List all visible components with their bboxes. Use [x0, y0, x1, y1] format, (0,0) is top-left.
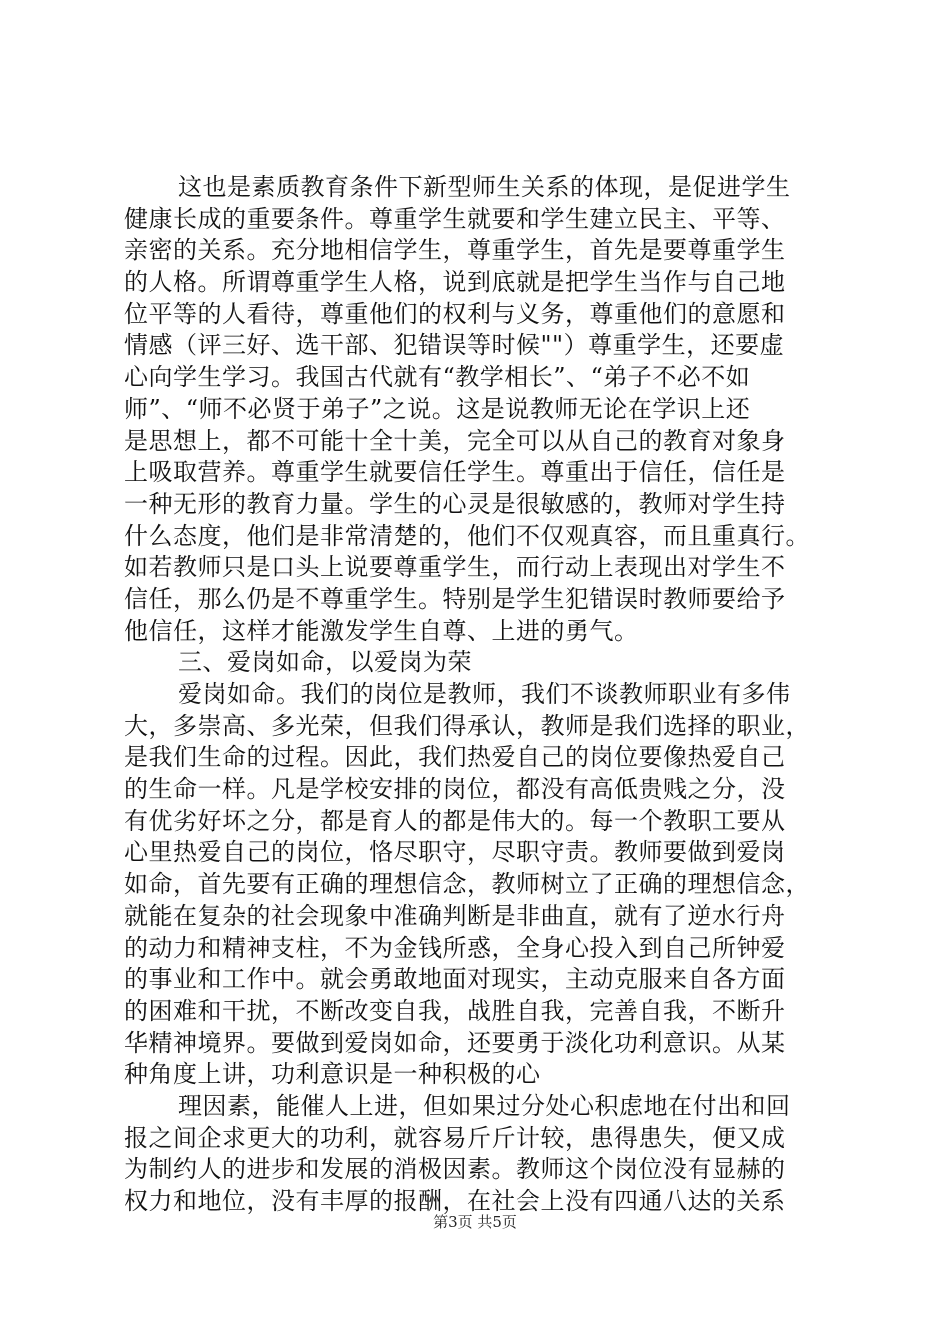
- section-heading: 三、爱岗如命，以爱岗为荣: [178, 648, 472, 677]
- page-number-footer: 第3页 共5页: [433, 1213, 517, 1231]
- paragraph-line: 是思想上，都不可能十全十美，完全可以从自己的教育对象身: [124, 426, 786, 455]
- paragraph-line: 如若教师只是口头上说要尊重学生，而行动上表现出对学生不: [124, 553, 786, 582]
- paragraph-line: 这也是素质教育条件下新型师生关系的体现，是促进学生: [178, 173, 791, 201]
- paragraph-line: 位平等的人看待，尊重他们的权利与义务，尊重他们的意愿和: [124, 299, 786, 328]
- paragraph-line: 的生命一样。凡是学校安排的岗位，都没有高低贵贱之分，没: [124, 775, 786, 804]
- paragraph-line: 情感（评三好、选干部、犯错误等时候""）尊重学生，还要虚: [124, 331, 785, 360]
- paragraph-line: 的困难和干扰，不断改变自我，战胜自我，完善自我，不断升: [124, 996, 786, 1025]
- paragraph-line: 华精神境界。要做到爱岗如命，还要勇于淡化功利意识。从某: [124, 1028, 786, 1057]
- paragraph-line: 是我们生命的过程。因此，我们热爱自己的岗位要像热爱自己: [124, 743, 786, 772]
- paragraph-line: 上吸取营养。尊重学生就要信任学生。尊重出于信任，信任是: [124, 458, 786, 487]
- paragraph-line: 权力和地位，没有丰厚的报酬，在社会上没有四通八达的关系: [124, 1187, 786, 1215]
- paragraph-line: 爱岗如命。我们的岗位是教师，我们不谈教师职业有多伟: [178, 680, 791, 708]
- paragraph-line: 信任，那么仍是不尊重学生。特别是学生犯错误时教师要给予: [124, 584, 786, 613]
- paragraph-line: 大，多崇高、多光荣，但我们得承认，教师是我们选择的职业，: [124, 711, 810, 740]
- paragraph-line: 就能在复杂的社会现象中准确判断是非曲直，就有了逆水行舟: [124, 901, 786, 930]
- paragraph-line: 报之间企求更大的功利，就容易斤斤计较，患得患失，便又成: [124, 1123, 786, 1152]
- paragraph-line: 种角度上讲，功利意识是一种积极的心: [124, 1060, 541, 1089]
- paragraph-line: 一种无形的教育力量。学生的心灵是很敏感的，教师对学生持: [124, 489, 786, 518]
- paragraph-line: 什么态度，他们是非常清楚的，他们不仅观真容，而且重真行。: [124, 521, 810, 550]
- paragraph-line: 心里热爱自己的岗位，恪尽职守，尽职守责。教师要做到爱岗: [124, 838, 786, 867]
- paragraph-line: 有优劣好坏之分，都是育人的都是伟大的。每一个教职工要从: [124, 806, 786, 835]
- paragraph-line: 的事业和工作中。就会勇敢地面对现实，主动克服来自各方面: [124, 965, 786, 994]
- paragraph-line: 他信任，这样才能激发学生自尊、上进的勇气。: [124, 616, 639, 645]
- paragraph-line: 亲密的关系。充分地相信学生，尊重学生，首先是要尊重学生: [124, 236, 786, 265]
- paragraph-line: 健康长成的重要条件。尊重学生就要和学生建立民主、平等、: [124, 204, 786, 233]
- body-text: [124, 172, 844, 1218]
- paragraph-line: 的人格。所谓尊重学生人格，说到底就是把学生当作与自己地: [124, 268, 786, 297]
- paragraph-line: 师”、“师不必贤于弟子”之说。这是说教师无论在学识上还: [124, 394, 751, 423]
- paragraph-line: 心向学生学习。我国古代就有“教学相长”、“弟子不必不如: [124, 363, 751, 392]
- paragraph-line: 为制约人的进步和发展的消极因素。教师这个岗位没有显赫的: [124, 1155, 786, 1184]
- paragraph-line: 的动力和精神支柱，不为金钱所惑，全身心投入到自己所钟爱: [124, 933, 786, 962]
- paragraph-line: 理因素，能催人上进，但如果过分处心积虑地在付出和回: [178, 1091, 791, 1120]
- paragraph-line: 如命，首先要有正确的理想信念，教师树立了正确的理想信念，: [124, 870, 810, 899]
